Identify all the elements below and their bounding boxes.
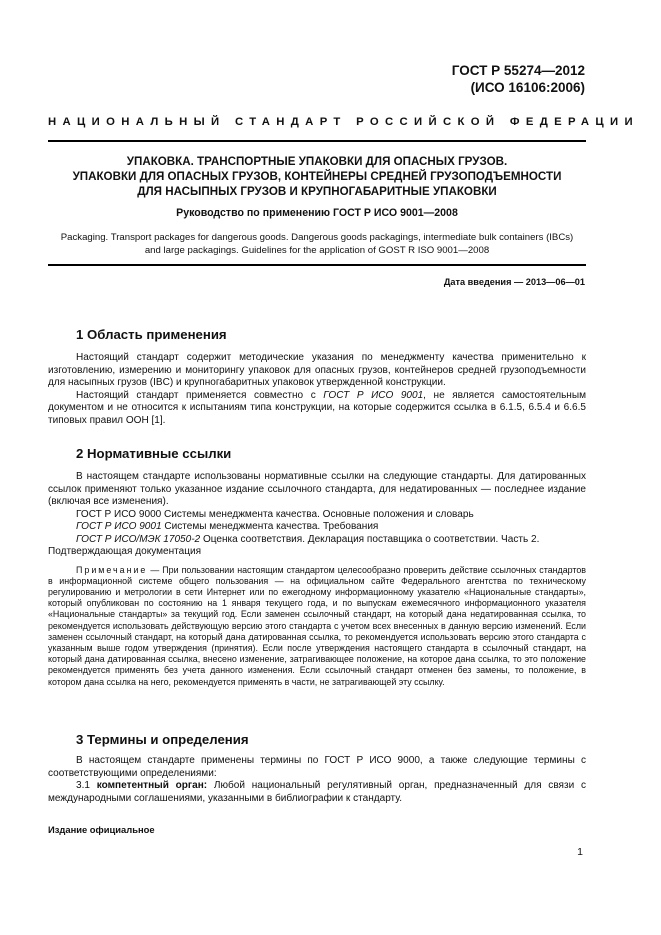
reference-gost-9000: ГОСТ Р ИСО 9000 Системы менеджмента качества. Основные положения и словарь bbox=[76, 508, 474, 520]
note-label: Примечание bbox=[76, 564, 148, 575]
title-line-1: УПАКОВКА. ТРАНСПОРТНЫЕ УПАКОВКИ ДЛЯ ОПАСНЫХ ГРУЗОВ. bbox=[126, 155, 508, 168]
english-title: Packaging. Transport packages for dangerous goods. Dangerous goods packagings, intermediate bulk containers (IBCs) and large packagings. Guidelines for the application of GOST R ISO 9001—2008 bbox=[60, 232, 574, 256]
section-terms-definitions bbox=[48, 732, 586, 805]
section-1-paragraph-2 bbox=[48, 390, 586, 428]
document-subtitle: Руководство по применению ГОСТ Р ИСО 9001—2008 bbox=[176, 207, 458, 219]
reference-continuation: Подтверждающая документация bbox=[48, 546, 202, 557]
term-number: 3.1 bbox=[76, 780, 97, 791]
standard-designation bbox=[452, 62, 585, 96]
term-name: компетентный орган: bbox=[96, 780, 208, 791]
section-1-heading: 1 Область применения bbox=[76, 327, 227, 342]
reference-title: Оценка соответствия. Декларация поставщика о соответствии. Часть 2. bbox=[200, 533, 540, 545]
reference-code: ГОСТ Р ИСО 9001 bbox=[76, 521, 162, 532]
iso-number: (ИСО 16106:2006) bbox=[470, 80, 585, 95]
section-1-paragraph-1: Настоящий стандарт содержит методические указания по менеджменту качества применительно к изготовлению, измерению и мониторингу упаковок для опасных грузов, контейнеров средней грузоподъемности для насыпных грузов (IBC) и крупногабаритных упаковок утвержденной конструкции. bbox=[48, 352, 586, 388]
standard-reference: ГОСТ Р ИСО 9001 bbox=[323, 389, 424, 401]
paragraph-text: , не является самостоятельным документом и не относится к испытаниям типа конструкции, на которые содержится ссылка в 6.1.5, 6.5.4 и 6.6.5 типовых правил ООН [1]. bbox=[48, 389, 586, 426]
national-standard-banner: НАЦИОНАЛЬНЫЙ СТАНДАРТ РОССИЙСКОЙ ФЕДЕРАЦИИ bbox=[48, 116, 639, 128]
top-rule bbox=[48, 140, 586, 142]
reference-title: Системы менеджмента качества. Требования bbox=[161, 521, 379, 532]
note-paragraph bbox=[48, 565, 586, 688]
section-scope bbox=[48, 327, 586, 427]
title-line-2: УПАКОВКИ ДЛЯ ОПАСНЫХ ГРУЗОВ, КОНТЕЙНЕРЫ СРЕДНЕЙ ГРУЗОПОДЪЕМНОСТИ bbox=[72, 170, 562, 183]
section-3-paragraph-1: В настоящем стандарте применены термины по ГОСТ Р ИСО 9000, а также следующие термины с соответствующими определениями: bbox=[48, 755, 586, 779]
section-normative-references bbox=[48, 446, 586, 688]
official-edition-label: Издание официальное bbox=[48, 824, 155, 835]
standard-number: ГОСТ Р 55274—2012 bbox=[451, 63, 585, 78]
bottom-rule bbox=[48, 264, 586, 266]
section-3-heading: 3 Термины и определения bbox=[76, 732, 249, 747]
reference-gost-9001 bbox=[48, 521, 586, 534]
note-text: — При пользовании настоящим стандартом целесообразно проверить действие ссылочных стандартов в информационной системе общего пользования — на официальном сайте Федерального агентства по техническому регулированию и метрологии в сети Интернет или по ежегодному информационному указателю «Национальные стандарты», который опубликован по состоянию на 1 января текущего года, и по выпускам ежемесячного информационного указателя «Национальные стандарты» за текущий год. Если заменен ссылочный стандарт, на который дана недатированная ссылка, то рекомендуется использовать действующую версию этого стандарта с учетом всех внесенных в данную версию изменений. Если заменен ссылочный стандарт, на который дана датированная ссылка, то рекомендуется использовать версию этого стандарта с указанным выше годом утверждения (принятия). Если после утверждения настоящего стандарта в ссылочный стандарт, на который дана датированная ссылка, внесено изменение, затрагивающее положение, на которое дана ссылка, то это положение рекомендуется применять без учета данного изменения. Если ссылочный стандарт отменен без замены, то положение, в котором дана ссылка на него, рекомендуется применять в части, не затрагивающей эту ссылку. bbox=[48, 564, 586, 687]
section-2-paragraph-1: В настоящем стандарте использованы нормативные ссылки на следующие стандарты. Для датированных ссылок применяют только указанное издание ссылочного стандарта, для недатированных — последнее издание (включая все изменения). bbox=[48, 471, 586, 507]
term-definition: Любой национальный регулятивный орган, предназначенный для связи с международными соглашениями, указанными в библиографии к стандарту. bbox=[48, 780, 586, 804]
reference-gost-17050-2 bbox=[48, 534, 586, 547]
term-3-1 bbox=[48, 780, 586, 805]
document-title bbox=[48, 154, 586, 199]
title-line-3: ДЛЯ НАСЫПНЫХ ГРУЗОВ И КРУПНОГАБАРИТНЫЕ УПАКОВКИ bbox=[137, 185, 497, 198]
introduction-date: Дата введения — 2013—06—01 bbox=[443, 277, 585, 287]
page-number: 1 bbox=[577, 846, 583, 858]
paragraph-text: Настоящий стандарт применяется совместно с bbox=[76, 389, 324, 401]
reference-code: ГОСТ Р ИСО/МЭК 17050-2 bbox=[76, 533, 201, 545]
section-2-heading: 2 Нормативные ссылки bbox=[76, 446, 232, 461]
